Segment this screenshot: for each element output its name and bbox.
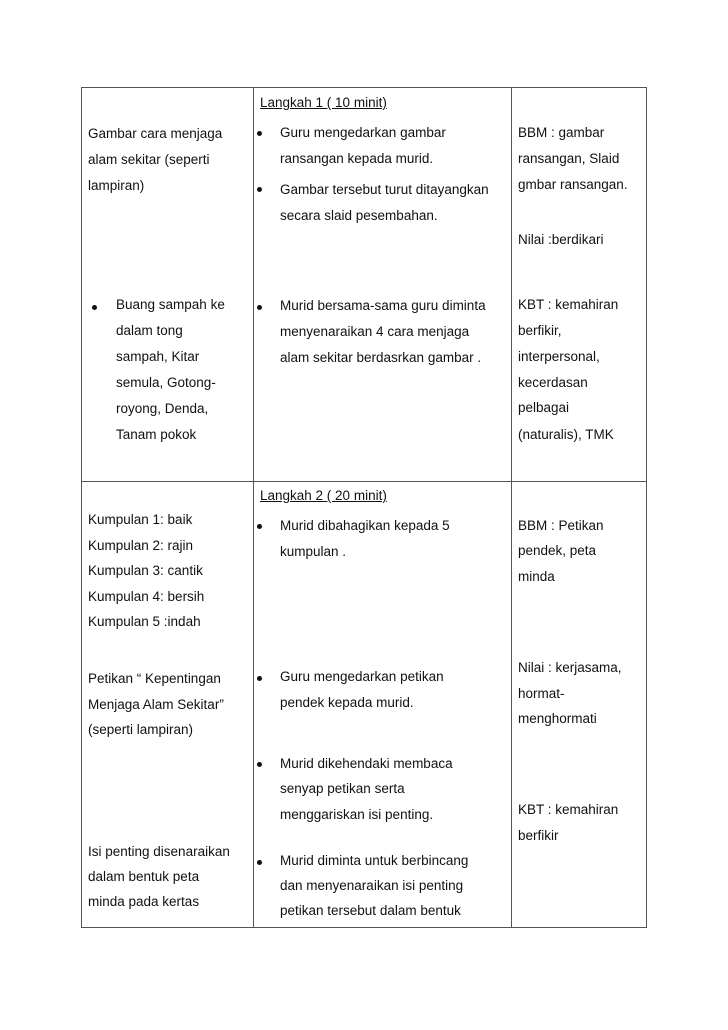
resource-text: Gambar cara menjaga (88, 126, 223, 141)
resource-text: Isi penting disenaraikan (88, 844, 230, 859)
group-text: Kumpulan 1: baik (88, 512, 193, 527)
note-text: KBT : kemahiran (518, 297, 619, 312)
note-text: pelbagai (518, 400, 570, 415)
list-item-text: Tanam pokok (116, 427, 197, 442)
activity-text: Guru mengedarkan gambar (280, 125, 446, 140)
bullet-icon (257, 762, 262, 767)
note-text: Nilai :berdikari (518, 232, 604, 247)
group-text: Kumpulan 4: bersih (88, 589, 205, 604)
group-text: Kumpulan 2: rajin (88, 538, 194, 553)
group-text: Kumpulan 5 :indah (88, 614, 201, 629)
note-text: berfikir, (518, 323, 562, 338)
row-divider (81, 481, 647, 482)
table-border-left (81, 87, 82, 928)
activity-text: dan menyenaraikan isi penting (280, 878, 464, 893)
activity-text: alam sekitar berdasrkan gambar . (280, 350, 482, 365)
activity-text: menyenaraikan 4 cara menjaga (280, 324, 470, 339)
bullet-icon (92, 305, 97, 310)
activity-text: Murid dikehendaki membaca (280, 756, 453, 771)
note-text: berfikir (518, 828, 559, 843)
section-heading: Langkah 1 ( 10 minit) (260, 95, 387, 110)
activity-text: pendek kepada murid. (280, 695, 414, 710)
activity-text: Gambar tersebut turut ditayangkan (280, 182, 489, 197)
resource-text: Menjaga Alam Sekitar” (88, 697, 224, 712)
bullet-icon (257, 524, 262, 529)
bullet-icon (257, 187, 262, 192)
activity-text: menggariskan isi penting. (280, 807, 434, 822)
activity-text: kumpulan . (280, 544, 347, 559)
bullet-icon (257, 131, 262, 136)
activity-text: ransangan kepada murid. (280, 151, 434, 166)
list-item-text: sampah, Kitar (116, 349, 200, 364)
group-text: Kumpulan 3: cantik (88, 563, 203, 578)
activity-text: Guru mengedarkan petikan (280, 669, 444, 684)
activity-text: Murid diminta untuk berbincang (280, 853, 469, 868)
note-text: interpersonal, (518, 349, 600, 364)
note-text: menghormati (518, 711, 597, 726)
column-divider-1 (253, 87, 254, 928)
activity-text: secara slaid pesembahan. (280, 208, 438, 223)
note-text: BBM : gambar (518, 125, 605, 140)
list-item-text: dalam tong (116, 323, 183, 338)
section-heading: Langkah 2 ( 20 minit) (260, 488, 387, 503)
bullet-icon (257, 676, 262, 681)
note-text: kecerdasan (518, 375, 588, 390)
resource-text: dalam bentuk peta (88, 869, 200, 884)
bullet-icon (257, 860, 262, 865)
note-text: ransangan, Slaid (518, 151, 620, 166)
activity-text: Murid dibahagikan kepada 5 (280, 518, 450, 533)
activity-text: petikan tersebut dalam bentuk (280, 903, 461, 918)
table-border-right (646, 87, 647, 928)
note-text: BBM : Petikan (518, 518, 604, 533)
note-text: pendek, peta (518, 543, 597, 558)
list-item-text: semula, Gotong- (116, 375, 216, 390)
list-item-text: royong, Denda, (116, 401, 209, 416)
table-border-bottom (81, 927, 647, 928)
resource-text: (seperti lampiran) (88, 722, 194, 737)
resource-text: Petikan “ Kepentingan (88, 671, 221, 686)
table-border-top (81, 87, 647, 88)
note-text: KBT : kemahiran (518, 802, 619, 817)
note-text: hormat- (518, 686, 565, 701)
bullet-icon (257, 305, 262, 310)
column-divider-2 (511, 87, 512, 928)
note-text: minda (518, 569, 555, 584)
activity-text: Murid bersama-sama guru diminta (280, 298, 486, 313)
note-text: gmbar ransangan. (518, 177, 628, 192)
resource-text: lampiran) (88, 178, 145, 193)
note-text: Nilai : kerjasama, (518, 660, 622, 675)
activity-text: senyap petikan serta (280, 781, 405, 796)
list-item-text: Buang sampah ke (116, 297, 225, 312)
resource-text: minda pada kertas (88, 894, 200, 909)
note-text: (naturalis), TMK (518, 427, 614, 442)
resource-text: alam sekitar (seperti (88, 152, 210, 167)
